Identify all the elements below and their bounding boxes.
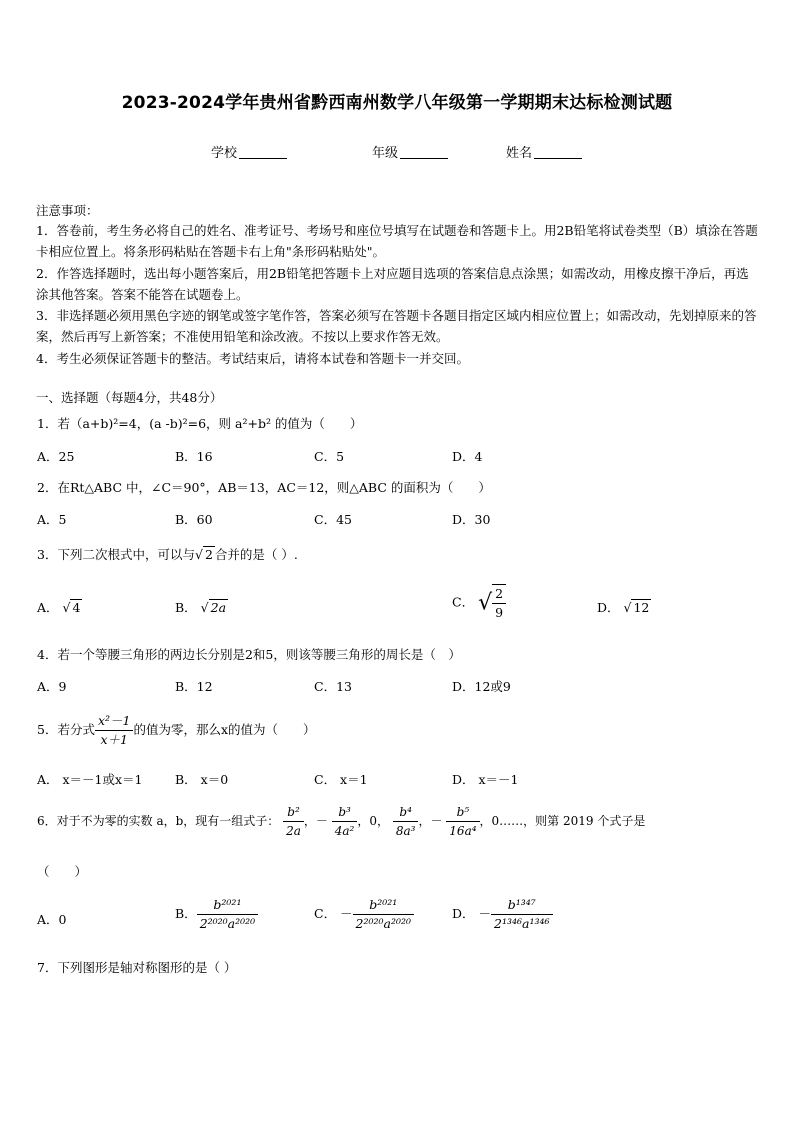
question-5-stem [37, 712, 316, 749]
q6-fraction-b [197, 896, 259, 933]
notice-heading: 注意事项： [36, 203, 99, 218]
q1-option-c: C．5 [314, 449, 345, 464]
q6-num-c: b²⁰²¹ [353, 896, 415, 915]
q3-numerator-c: 2 [492, 585, 506, 604]
q6-term-2 [332, 803, 358, 840]
q2-option-d: D．30 [452, 512, 491, 527]
notice-list [36, 220, 758, 369]
q3-option-a: A． √ 4 [37, 600, 81, 615]
q3-radicand-d: 12 [633, 600, 650, 615]
q6-option-b [175, 896, 258, 933]
q6-term-1-num: b² [283, 803, 304, 822]
q5-denominator: x＋1 [100, 732, 128, 747]
question-2-stem: 2．在Rt△ABC 中，∠C＝90°，AB＝13，AC＝12，则△ABC 的面积为（ ） [37, 480, 491, 495]
q5-option-d: D． x＝－1 [452, 772, 519, 787]
q3-radicand-a: 4 [72, 600, 81, 615]
q6-sep-3: ，－ [418, 814, 443, 828]
name-field [506, 142, 582, 161]
q6-paren: （ ） [37, 864, 88, 879]
q6-term-4 [446, 803, 479, 840]
question-7-stem: 7．下列图形是轴对称图形的是（ ） [37, 960, 237, 975]
q4-option-c: C．13 [314, 679, 352, 694]
q5-stem-post: 的值为零，那么x的值为（ ） [133, 722, 316, 737]
q6-label-d: D． － [452, 906, 491, 921]
q1-option-b: B．16 [175, 449, 213, 464]
q6-term-4-num: b⁵ [446, 803, 479, 822]
q2-option-a: A．5 [37, 512, 67, 527]
q1-option-d: D．4 [452, 449, 483, 464]
q6-label-c: C． － [314, 906, 353, 921]
q5-option-c: C． x＝1 [314, 772, 368, 787]
grade-blank [400, 146, 448, 159]
question-1-stem: 1．若（a+b)²=4，(a -b)²=6，则 a²+b² 的值为（ ） [37, 416, 363, 431]
q3-fraction-c [492, 584, 506, 622]
q6-term-2-num: b³ [332, 803, 358, 822]
q6-sep-2: ，0， [357, 814, 390, 828]
q6-fraction-c [353, 896, 415, 933]
q4-option-d: D．12或9 [452, 679, 511, 694]
q3-stem-post: 合并的是（ ）. [214, 547, 298, 562]
name-blank [534, 146, 582, 159]
q5-option-b: B． x＝0 [175, 772, 229, 787]
q6-den-d: 2¹³⁴⁶a¹³⁴⁶ [494, 916, 550, 931]
section-heading: 一、选择题（每题4分，共48分） [36, 390, 223, 405]
q1-option-a: A．25 [37, 449, 75, 464]
q6-option-a: A．0 [37, 912, 67, 927]
q4-option-b: B．12 [175, 679, 213, 694]
q6-term-1 [283, 803, 304, 840]
notice-item: 1．答卷前，考生务必将自己的姓名、准考证号、考场号和座位号填写在试题卷和答题卡上。用2B铅笔将试卷类型（B）填涂在答题卡相应位置上。将条形码粘贴在答题卡右上角"条形码粘贴处"。 [36, 223, 758, 260]
q3-label-d: D． [597, 600, 620, 615]
q6-fraction-d [491, 896, 553, 933]
notice-item: 2．作答选择题时，选出每小题答案后，用2B铅笔把答题卡上对应题目选项的答案信息点涂黑；如需改动，用橡皮擦干净后，再选涂其他答案。答案不能答在试题卷上。 [36, 265, 749, 302]
q6-term-2-den: 4a² [334, 824, 355, 838]
q6-den-b: 2²⁰²⁰a²⁰²⁰ [199, 916, 256, 931]
q6-option-c [314, 896, 414, 933]
q6-den-c: 2²⁰²⁰a²⁰²⁰ [355, 916, 412, 931]
q3-label-b: B． [175, 600, 197, 615]
notice-item: 4．考生必须保证答题卡的整洁。考试结束后，请将本试卷和答题卡一并交回。 [36, 350, 469, 366]
q6-term-3 [393, 803, 419, 840]
q6-stem-pre: 6．对于不为零的实数 a，b，现有一组式子： [37, 814, 280, 828]
q2-option-b: B．60 [175, 512, 213, 527]
name-label: 姓名 [506, 146, 533, 161]
q3-radicand: 2 [204, 547, 213, 562]
q6-stem-post: ，0……，则第 2019 个式子是 [479, 814, 646, 828]
q3-option-c: C． √ $\frac{2}{9}$ [452, 584, 506, 622]
q5-fraction [95, 712, 134, 749]
q3-radical: √ 2 [194, 547, 213, 562]
question-4-stem: 4．若一个等腰三角形的两边长分别是2和5，则该等腰三角形的周长是（ ） [37, 647, 461, 662]
question-3-stem [37, 545, 298, 563]
q5-numerator: x²－1 [95, 712, 134, 731]
q6-term-3-num: b⁴ [393, 803, 419, 822]
q2-option-c: C．45 [314, 512, 352, 527]
notice-item: 3．非选择题必须用黑色字迹的钢笔或签字笔作答，答案必须写在答题卡各题目指定区域内相应位置上；如需改动，先划掉原来的答案，然后再写上新答案；不准使用铅笔和涂改液。不按以上要求作答无效。 [36, 308, 757, 345]
q6-term-4-den: 16a⁴ [449, 824, 477, 838]
school-label: 学校 [211, 146, 238, 161]
q6-term-3-den: 8a³ [395, 824, 416, 838]
question-6-stem [37, 803, 645, 840]
q4-option-a: A．9 [37, 679, 67, 694]
q6-sep-1: ，－ [303, 814, 328, 828]
grade-label: 年级 [372, 146, 399, 161]
page-title: 2023-2024学年贵州省黔西南州数学八年级第一学期期末达标检测试题 [121, 93, 673, 113]
q3-radicand-b: 2a [210, 600, 227, 615]
q5-stem-pre: 5．若分式 [37, 722, 95, 737]
q6-option-d [452, 896, 553, 933]
q6-term-1-den: 2a [286, 824, 301, 838]
school-field [211, 142, 287, 161]
q5-option-a: A． x＝－1或x＝1 [37, 772, 143, 787]
q6-num-d: b¹³⁴⁷ [491, 896, 553, 915]
grade-field [372, 142, 448, 161]
q3-label-a: A． [37, 600, 59, 615]
q6-num-b: b²⁰²¹ [197, 896, 259, 915]
q3-denominator-c: 9 [495, 605, 504, 620]
q3-option-b: B． √ 2a [175, 600, 227, 615]
q3-stem-pre: 3．下列二次根式中，可以与 [37, 547, 195, 562]
q6-label-b: B． [175, 906, 197, 921]
q3-label-c: C． [452, 594, 475, 610]
q3-option-d: D． √ 12 [597, 600, 650, 615]
school-blank [239, 146, 287, 159]
